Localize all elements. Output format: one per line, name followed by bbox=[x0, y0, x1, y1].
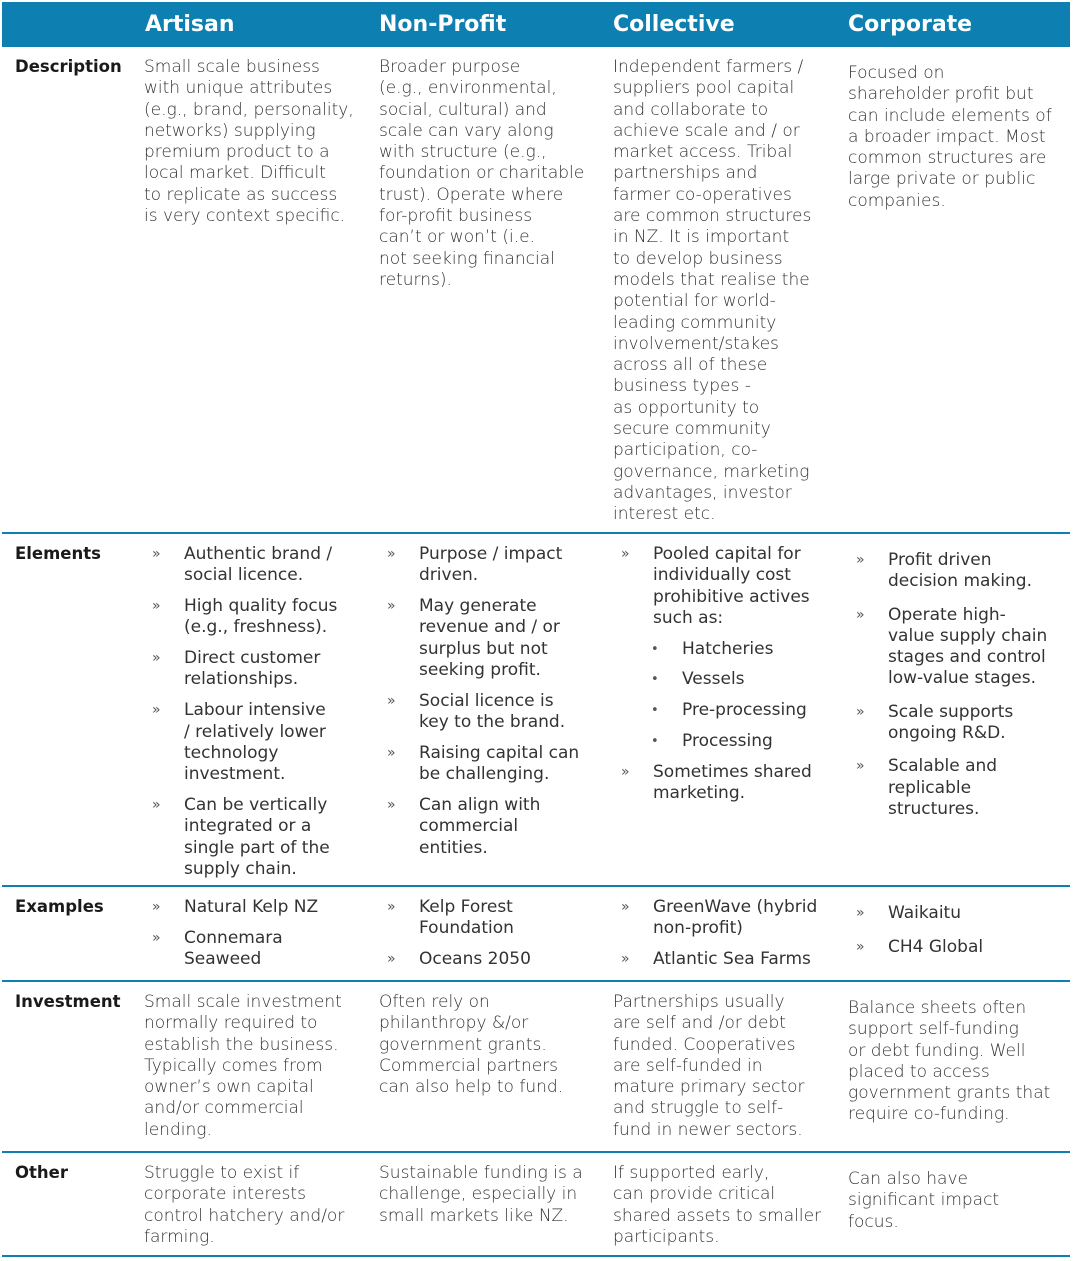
dot-marker: • bbox=[651, 641, 659, 657]
elements-artisan-list bbox=[144, 544, 369, 890]
investment-artisan: Small scale investment normally required to establish the business. Typically comes from owner’s own capital and/or commercial lending. bbox=[144, 992, 342, 1140]
dot-marker: • bbox=[651, 734, 659, 750]
investment-non-profit: Often rely on philanthropy &/or government grants. Commercial partners can also help to fund. bbox=[379, 992, 564, 1098]
list-item: » CH4 Global bbox=[856, 937, 984, 958]
bullet-marker: » bbox=[152, 929, 161, 946]
row-label-other: Other bbox=[15, 1163, 68, 1182]
description-collective: Independent farmers / suppliers pool capital and collaborate to achieve scale and / or market access. Tribal partnerships and farmer co-operatives are common structures in NZ. It is important to develop business models that realise the potential for world- leading community involvement/stakes across all of these business types - as opportunity to secure community participation, co- governance, marketing advantages, investor interest etc. bbox=[613, 57, 812, 525]
list-item: » Raising capital can be challenging. bbox=[387, 742, 580, 785]
sub-list-item: • Vessels bbox=[651, 669, 745, 690]
row-description bbox=[2, 47, 1070, 534]
bullet-marker: » bbox=[856, 905, 865, 921]
other-non-profit: Sustainable funding is a challenge, especially in small markets like NZ. bbox=[379, 1163, 583, 1226]
list-item: » Scalable and replicable structures. bbox=[856, 756, 998, 819]
elements-non-profit-list bbox=[379, 544, 604, 868]
investment-corporate: Balance sheets often support self-funding or debt funding. Well placed to access government grants that require co-funding. bbox=[848, 998, 1051, 1125]
sub-list-item: • Pre-processing bbox=[651, 700, 807, 721]
bullet-marker: » bbox=[387, 744, 396, 761]
bullet-marker: » bbox=[856, 606, 865, 623]
list-item: » Pooled capital for individually cost prohibitive actives such as: bbox=[621, 544, 810, 628]
bullet-marker: » bbox=[387, 692, 396, 709]
description-non-profit: Broader purpose (e.g., environmental, social, cultural) and scale can vary along with structure (e.g., foundation or charitable trust). Operate where for-profit business can’t or won’t (i.e. not seeking financial returns). bbox=[379, 57, 585, 290]
row-examples bbox=[2, 887, 1070, 982]
list-item: » Oceans 2050 bbox=[387, 949, 531, 970]
list-item: » May generate revenue and / or surplus but not seeking profit. bbox=[387, 596, 560, 680]
list-item: » GreenWave (hybrid non-profit) bbox=[621, 897, 818, 939]
bullet-marker: » bbox=[387, 546, 396, 562]
header-non-profit: Non-Profit bbox=[379, 12, 507, 37]
description-artisan: Small scale business with unique attributes (e.g., brand, personality, networks) supplying premium product to a local market. Difficult to replicate as success is very context specific. bbox=[144, 57, 354, 227]
row-label-examples: Examples bbox=[15, 897, 104, 916]
bullet-marker: » bbox=[387, 796, 396, 813]
other-corporate: Can also have significant impact focus. bbox=[848, 1169, 1000, 1232]
list-item: » Authentic brand / social licence. bbox=[152, 544, 333, 586]
sub-list-item: • Processing bbox=[651, 731, 773, 752]
bullet-marker: » bbox=[387, 899, 396, 915]
sub-list-item: • Hatcheries bbox=[651, 638, 774, 659]
examples-corporate-list bbox=[848, 903, 1070, 968]
list-item: » Social licence is key to the brand. bbox=[387, 690, 566, 733]
dot-marker: • bbox=[651, 703, 659, 719]
bullet-marker: » bbox=[387, 598, 396, 615]
bullet-marker: » bbox=[621, 899, 630, 915]
bullet-marker: » bbox=[621, 951, 630, 968]
dot-marker: • bbox=[651, 672, 659, 688]
bullet-marker: » bbox=[387, 951, 396, 968]
row-label-elements: Elements bbox=[15, 544, 101, 563]
list-item: » High quality focus (e.g., freshness). bbox=[152, 596, 338, 638]
business-models-table bbox=[2, 2, 1070, 1257]
bullet-marker: » bbox=[621, 763, 630, 780]
bullet-marker: » bbox=[856, 703, 865, 720]
list-item: » Direct customer relationships. bbox=[152, 648, 321, 690]
elements-corporate-list bbox=[848, 550, 1070, 830]
other-artisan: Struggle to exist if corporate interests control hatchery and/or farming. bbox=[144, 1163, 345, 1247]
list-item: » Connemara Seaweed bbox=[152, 927, 283, 970]
list-item: » Purpose / impact driven. bbox=[387, 544, 563, 586]
examples-non-profit-list bbox=[379, 897, 604, 980]
bullet-marker: » bbox=[856, 552, 865, 568]
bullet-marker: » bbox=[152, 796, 161, 813]
bullet-marker: » bbox=[856, 939, 865, 956]
examples-collective-list bbox=[613, 897, 838, 980]
header-corporate: Corporate bbox=[848, 12, 973, 37]
bullet-marker: » bbox=[621, 546, 630, 562]
bullet-marker: » bbox=[152, 598, 161, 615]
row-investment bbox=[2, 982, 1070, 1153]
bullet-marker: » bbox=[152, 702, 161, 719]
bullet-marker: » bbox=[152, 650, 161, 667]
list-item: » Atlantic Sea Farms bbox=[621, 949, 811, 970]
bullet-marker: » bbox=[856, 758, 865, 775]
bullet-marker: » bbox=[152, 899, 161, 915]
list-item: » Waikaitu bbox=[856, 903, 961, 923]
row-label-investment: Investment bbox=[15, 992, 121, 1011]
list-item: » Sometimes shared marketing. bbox=[621, 761, 812, 804]
investment-collective: Partnerships usually are self and /or debt funded. Cooperatives are self-funded in mature primary sector and struggle to self- fund in newer sectors. bbox=[613, 992, 805, 1140]
list-item: » Can be vertically integrated or a single part of the supply chain. bbox=[152, 794, 330, 879]
list-item: » Natural Kelp NZ bbox=[152, 897, 319, 917]
list-item: » Profit driven decision making. bbox=[856, 550, 1032, 592]
bullet-marker: » bbox=[152, 546, 161, 562]
list-item: » Labour intensive / relatively lower technology investment. bbox=[152, 700, 326, 785]
list-item: » Operate high- value supply chain stages and control low-value stages. bbox=[856, 604, 1048, 689]
elements-collective-list bbox=[613, 544, 838, 814]
header-artisan: Artisan bbox=[145, 12, 235, 37]
row-other bbox=[2, 1153, 1070, 1257]
table-header bbox=[2, 2, 1070, 47]
row-elements bbox=[2, 534, 1070, 887]
description-corporate: Focused on shareholder profit but can include elements of a broader impact. Most common structures are large private or public companies. bbox=[848, 63, 1052, 211]
list-item: » Can align with commercial entities. bbox=[387, 794, 541, 858]
list-item: » Kelp Forest Foundation bbox=[387, 897, 514, 939]
row-label-description: Description bbox=[15, 57, 122, 76]
header-collective: Collective bbox=[613, 12, 735, 37]
other-collective: If supported early, can provide critical shared assets to smaller participants. bbox=[613, 1163, 822, 1247]
examples-artisan-list bbox=[144, 897, 369, 980]
list-item: » Scale supports ongoing R&D. bbox=[856, 701, 1014, 744]
